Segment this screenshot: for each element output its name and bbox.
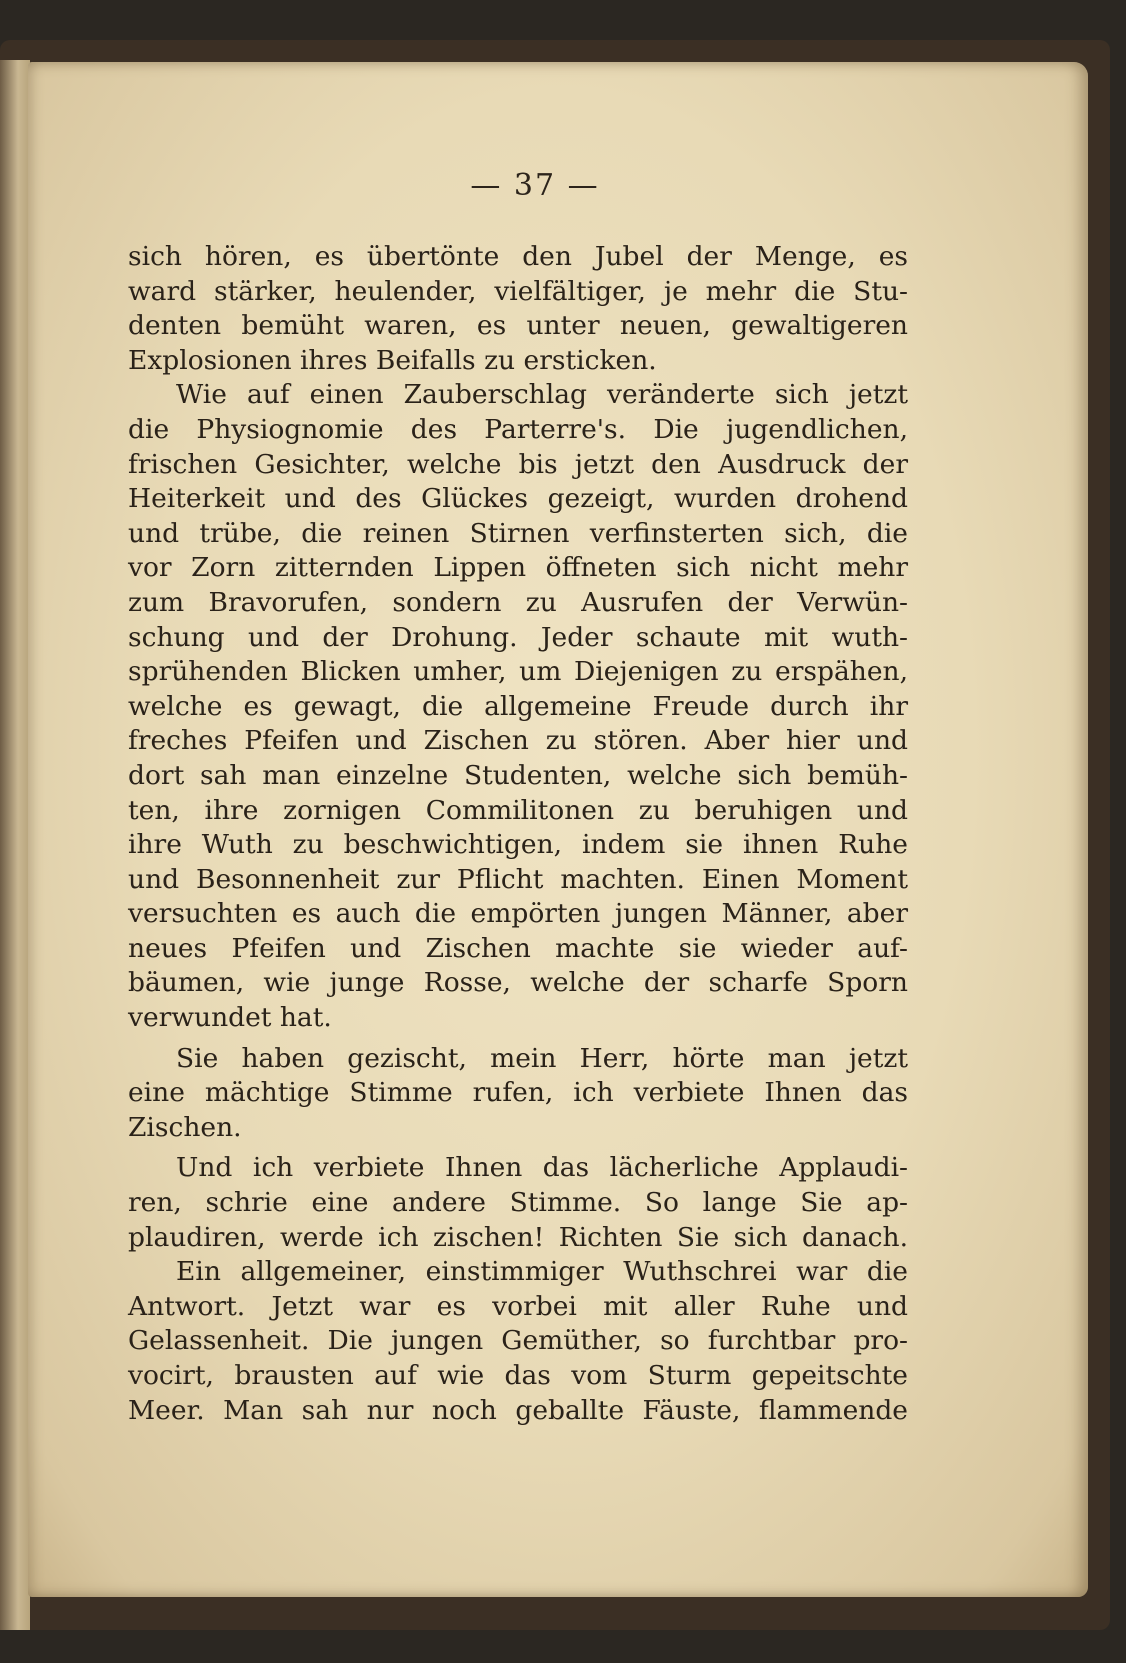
text-line: verwundet hat. bbox=[128, 1002, 332, 1034]
text-line: Zischen. bbox=[128, 1111, 242, 1143]
paragraph-2 bbox=[128, 378, 908, 1035]
text-line: bäumen, wie junge Rosse, welche der scharfe Sporn bbox=[128, 967, 908, 999]
text-line: ihre Wuth zu beschwichtigen, indem sie ihnen Ruhe bbox=[128, 829, 908, 861]
text-line: denten bemüht waren, es unter neuen, gewaltigeren bbox=[128, 310, 908, 342]
text-line: Explosionen ihres Beifalls zu ersticken. bbox=[128, 344, 657, 376]
text-line: Sie haben gezischt, mein Herr, hörte man jetzt bbox=[176, 1042, 908, 1074]
text-line: eine mächtige Stimme rufen, ich verbiete Ihnen das bbox=[128, 1077, 908, 1109]
text-line: Und ich verbiete Ihnen das lächerliche Applaudi- bbox=[176, 1152, 908, 1184]
paragraph-5 bbox=[128, 1255, 908, 1428]
text-line: schung und der Drohung. Jeder schaute mit wuth- bbox=[128, 621, 908, 653]
text-line: und Besonnenheit zur Pflicht machten. Einen Moment bbox=[128, 863, 908, 895]
text-line: plaudiren, werde ich zischen! Richten Sie sich danach. bbox=[128, 1221, 908, 1253]
text-line: frischen Gesichter, welche bis jetzt den Ausdruck der bbox=[128, 448, 908, 480]
text-line: die Physiognomie des Parterre's. Die jugendlichen, bbox=[128, 413, 908, 445]
text-line: vocirt, brausten auf wie das vom Sturm gepeitschte bbox=[128, 1360, 908, 1391]
text-line: dort sah man einzelne Studenten, welche sich bemüh- bbox=[128, 759, 908, 791]
text-line: Ein allgemeiner, einstimmiger Wuthschrei war die bbox=[176, 1256, 908, 1288]
book-spine bbox=[0, 60, 30, 1630]
text-line: ten, ihre zornigen Commilitonen zu beruhigen und bbox=[128, 794, 908, 826]
text-line: Wie auf einen Zauberschlag veränderte sich jetzt bbox=[176, 379, 908, 411]
paragraph-3 bbox=[128, 1042, 908, 1146]
paragraph-1 bbox=[128, 240, 908, 378]
text-line: Meer. Man sah nur noch geballte Fäuste, flammende bbox=[128, 1394, 908, 1426]
text-line: und trübe, die reinen Stirnen verfinsterten sich, die bbox=[128, 517, 908, 549]
text-line: Heiterkeit und des Glückes gezeigt, wurden drohend bbox=[128, 483, 908, 515]
text-line: welche es gewagt, die allgemeine Freude durch ihr bbox=[128, 690, 908, 722]
paragraph-4 bbox=[128, 1151, 908, 1255]
text-line: versuchten es auch die empörten jungen Männer, aber bbox=[128, 898, 908, 930]
text-line: Gelassenheit. Die jungen Gemüther, so furchtbar pro- bbox=[128, 1325, 908, 1357]
text-line: Antwort. Jetzt war es vorbei mit aller Ruhe und bbox=[128, 1290, 908, 1322]
page-number: — 37 — bbox=[470, 168, 600, 203]
text-line: zum Bravorufen, sondern zu Ausrufen der Verwün- bbox=[128, 586, 908, 618]
text-line: sich hören, es übertönte den Jubel der Menge, es bbox=[128, 241, 908, 272]
text-line: freches Pfeifen und Zischen zu stören. Aber hier und bbox=[128, 725, 908, 757]
text-line: neues Pfeifen und Zischen machte sie wieder auf- bbox=[128, 932, 908, 964]
page-text bbox=[128, 240, 908, 1428]
text-line: ren, schrie eine andere Stimme. So lange Sie ap- bbox=[128, 1187, 908, 1219]
text-line: vor Zorn zitternden Lippen öffneten sich nicht mehr bbox=[128, 552, 908, 584]
text-line: sprühenden Blicken umher, um Diejenigen zu erspähen, bbox=[128, 656, 908, 688]
text-line: ward stärker, heulender, vielfältiger, je mehr die Stu- bbox=[128, 275, 908, 307]
